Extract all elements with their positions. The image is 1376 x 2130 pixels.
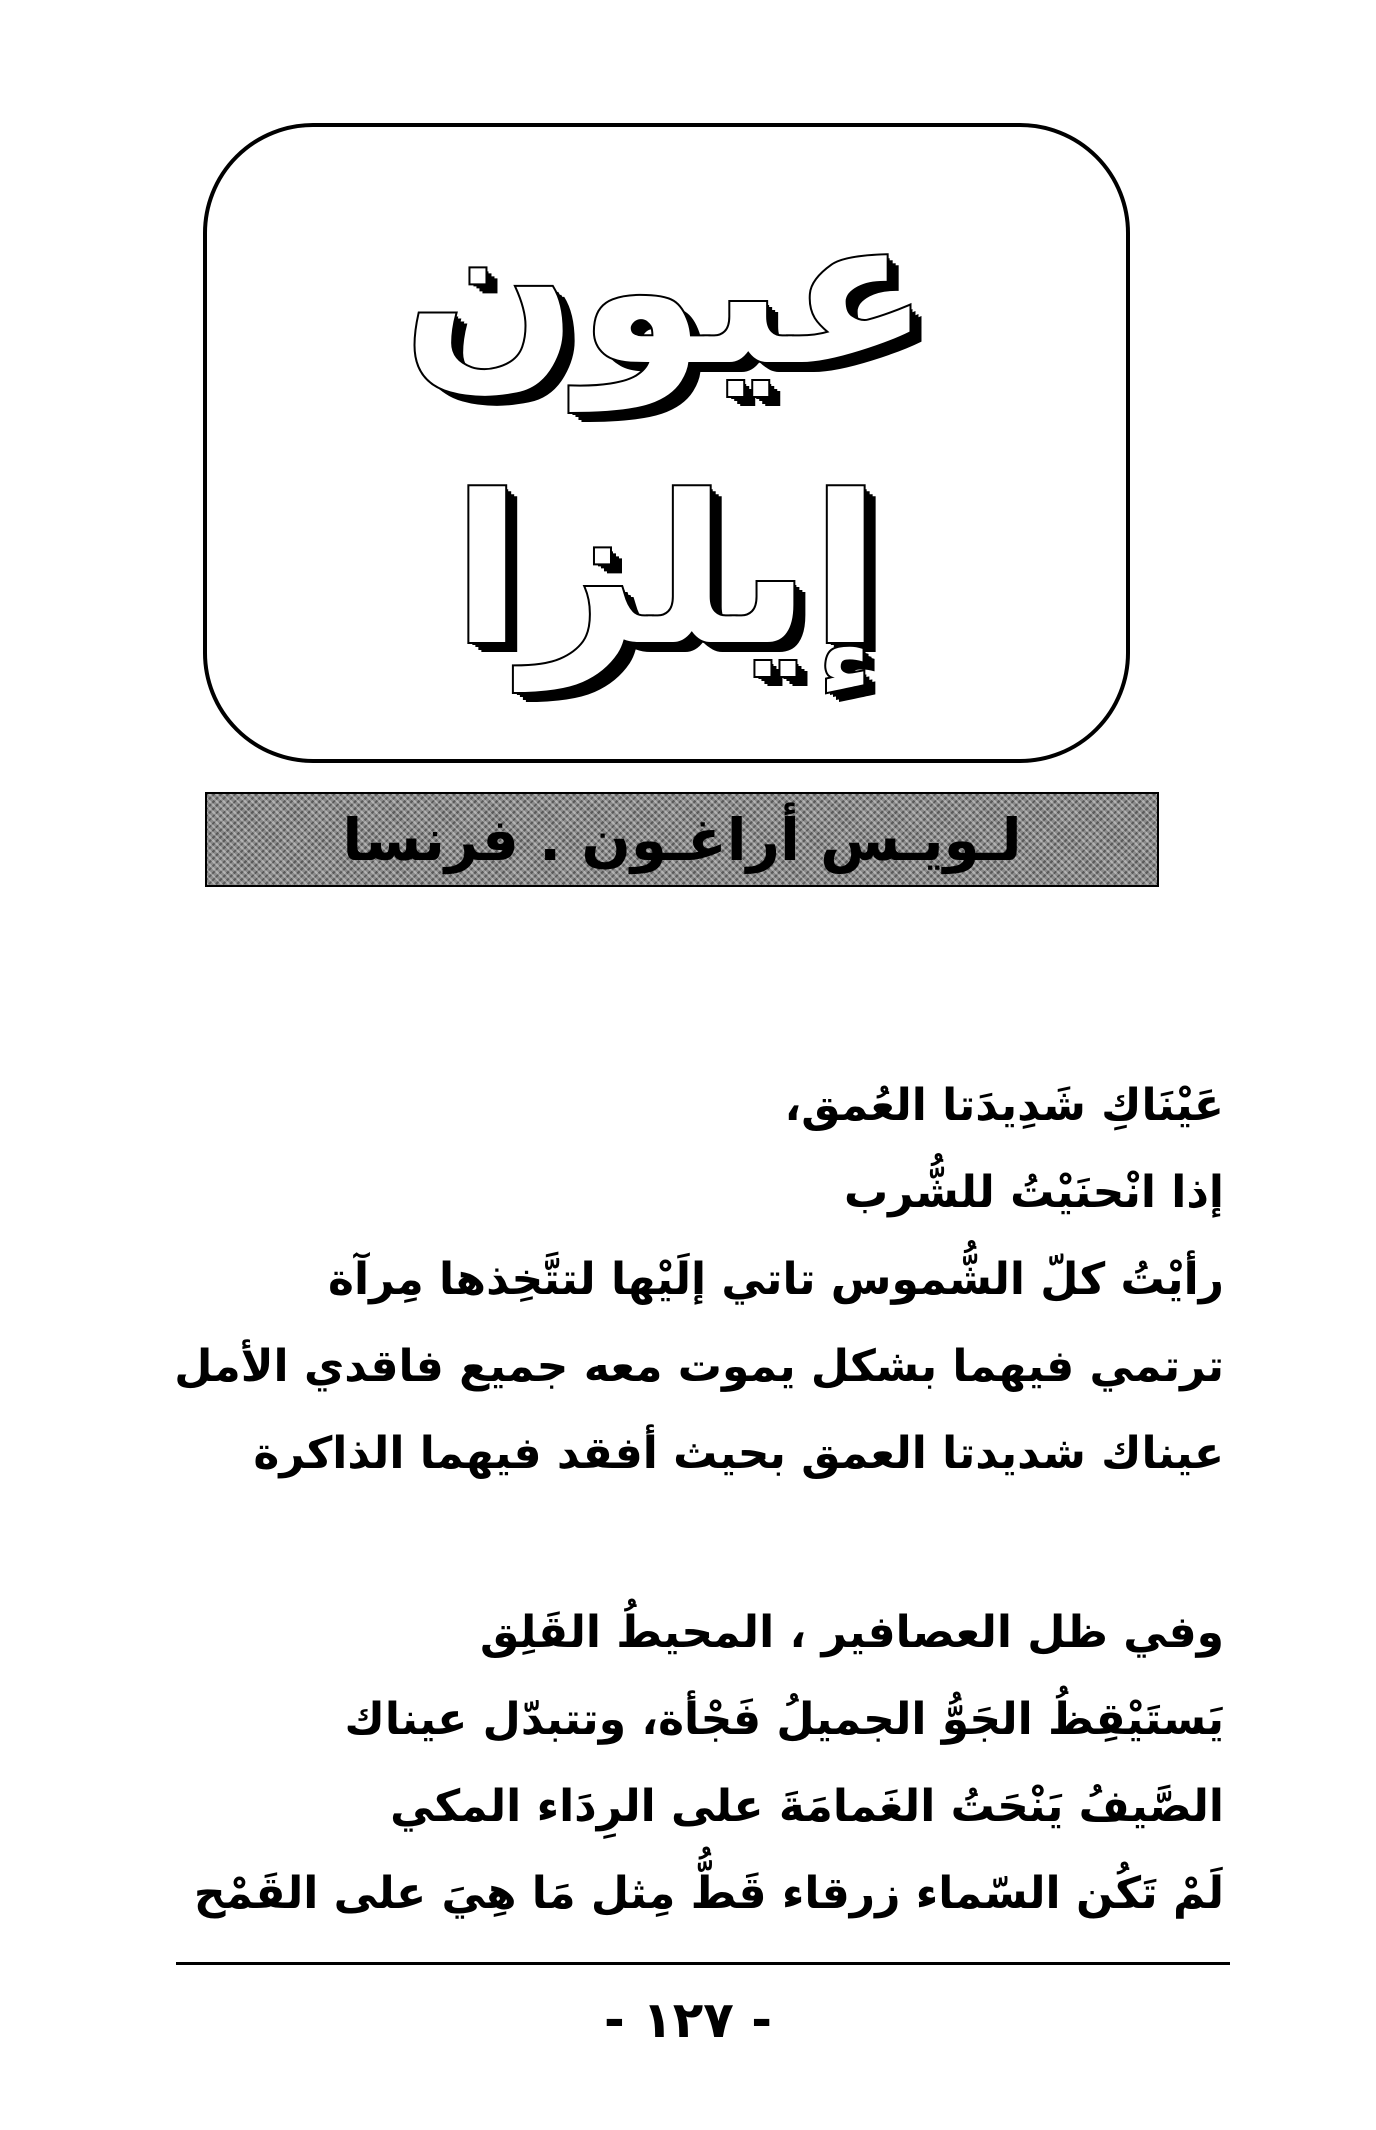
verse-line: ترتمي فيهما بشكل يموت معه جميع فاقدي الأمل (174, 1341, 1224, 1392)
verse-line: عيناك شديدتا العمق بحيث أفقد فيهما الذاكرة (253, 1428, 1224, 1479)
page-number: - ١٢٧ - (604, 1991, 772, 2049)
title-frame (203, 123, 1130, 763)
stanza-1 (174, 1062, 1224, 1497)
title-line-1: عيون (402, 173, 931, 411)
verse-line: عَيْنَاكِ شَدِيدَتا العُمق، (784, 1080, 1224, 1131)
poem-body (174, 1062, 1224, 1937)
author-name: لـويـس أراغـون . فرنسا (342, 805, 1022, 874)
title-line-2: إيلزا (452, 453, 881, 691)
stanza-2 (193, 1589, 1224, 1937)
verse-line: يَستَيْقِظُ الجَوُّ الجميلُ فَجْأة، وتتبدّل عيناك (344, 1694, 1224, 1745)
verse-line: الصَّيفُ يَنْحَتُ الغَمامَةَ على الرِدَاء المكي (390, 1781, 1224, 1832)
verse-line: وفي ظل العصافير ، المحيطُ القَلِق (480, 1607, 1224, 1658)
footer-divider (176, 1962, 1230, 1965)
verse-line: رأيْتُ كلّ الشُّموس تاتي إلَيْها لتتَّخِذها مِرآة (328, 1254, 1224, 1305)
verse-line: لَمْ تَكُن السّماء زرقاء قَطُّ مِثل مَا هِيَ على القَمْح (193, 1868, 1224, 1919)
verse-line: إذا انْحنَيْتُ للشُّرب (843, 1167, 1224, 1218)
author-banner (205, 792, 1159, 887)
